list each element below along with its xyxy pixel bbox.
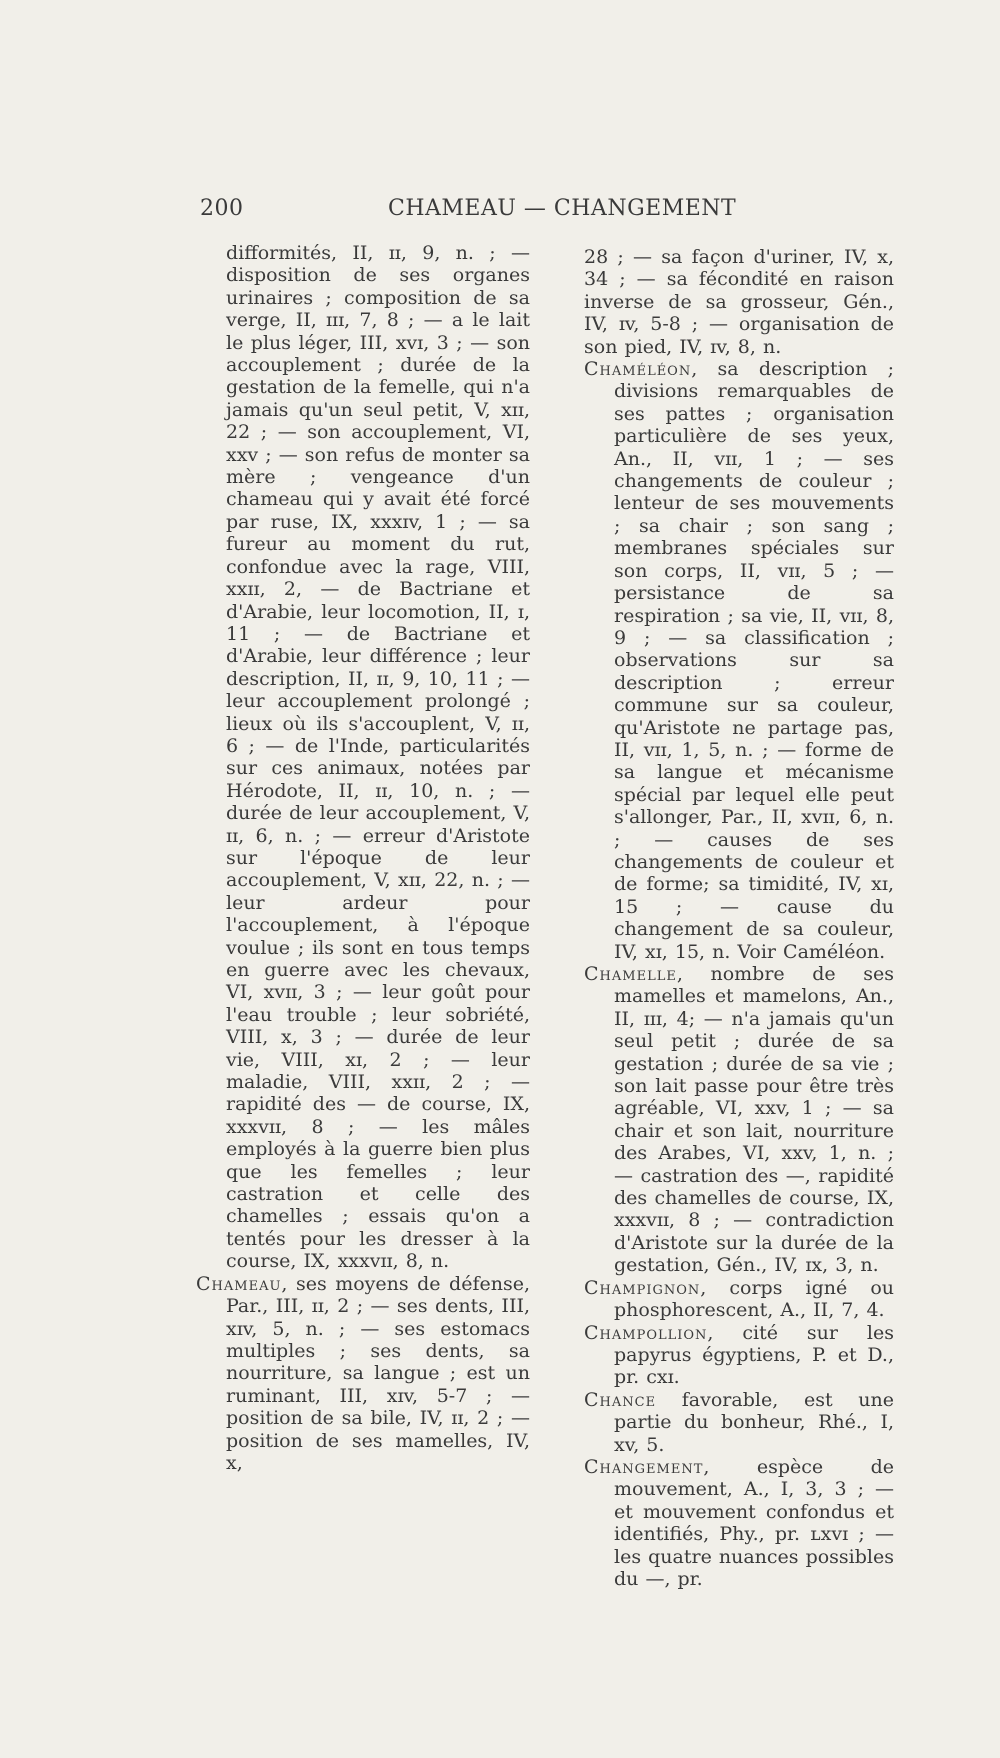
entry-text: , nombre de ses mamelles et mamelons, An., II, ɪɪɪ, 4; — n'a jamais qu'un seul petit ; durée de sa gestation ; durée de sa vie ; son lait passe pour être très agréable, VI, xxv, 1 ; — sa chair et son lait, nourriture des Arabes, VI, xxv, 1, n. ; — castration des —, rapidité des chamelles de course, IX, xxxvɪɪ, 8 ; — contradiction d'Aristote sur la durée de la gestation, Gén., IV, ɪx, 3, n.	[614, 963, 894, 1277]
entry-headword: Chance	[584, 1388, 657, 1411]
right-column	[584, 246, 894, 1590]
index-entry	[584, 963, 894, 1277]
entry-headword: Changement	[584, 1455, 704, 1478]
running-head: CHAMEAU — CHANGEMENT	[388, 196, 737, 221]
entry-headword: Chamelle	[584, 963, 677, 985]
entry-headword: Champollion	[584, 1321, 708, 1344]
entry-headword: Chameau	[196, 1272, 282, 1295]
index-entry	[584, 358, 894, 963]
entry-text: , cité sur les papyrus égyptiens, P. et D., pr. cxɪ.	[614, 1321, 894, 1389]
entry-continuation: 28 ; — sa façon d'uriner, IV, x, 34 ; — sa fécondité en raison inverse de sa grosseur, Gén., IV, ɪv, 5-8 ; — organisation de son pied, IV, ɪv, 8, n.	[584, 246, 894, 358]
index-entry	[584, 1277, 894, 1322]
entry-text: , espèce de mouvement, A., I, 3, 3 ; — et mouvement confondus et identifiés, Phy., pr. ʟxvɪ ; — les quatre nuances possibles du —, pr.	[614, 1455, 894, 1590]
entry-headword: Champignon	[584, 1276, 701, 1299]
index-entry	[584, 1456, 894, 1590]
index-entry	[196, 1273, 530, 1475]
page-header	[200, 196, 800, 226]
entry-text: favorable, est une partie du bonheur, Rhé., I, xv, 5.	[614, 1388, 894, 1456]
entry-text: , ses moyens de défense, Par., III, ɪɪ, 2 ; — ses dents, III, xɪv, 5, n. ; — ses estomacs multiples ; ses dents, sa nourriture, sa langue ; est un ruminant, III, xɪv, 5-7 ; — position de sa bile, IV, ɪɪ, 2 ; — position de ses mamelles, IV, x,	[226, 1272, 530, 1474]
page-number: 200	[200, 196, 244, 221]
entry-text: , corps igné ou phosphorescent, A., II, 7, 4.	[614, 1276, 894, 1322]
entry-continuation: difformités, II, ɪɪ, 9, n. ; — disposition de ses organes urinaires ; composition de sa verge, II, ɪɪɪ, 7, 8 ; — a le lait le plus léger, III, xvɪ, 3 ; — son accouplement ; durée de la gestation de la femelle, qui n'a jamais qu'un seul petit, V, xɪɪ, 22 ; — son accouplement, VI, xxv ; — son refus de monter sa mère ; vengeance d'un chameau qui y avait été forcé par ruse, IX, xxxɪv, 1 ; — sa fureur au moment du rut, confondue avec la rage, VIII, xxɪɪ, 2, — de Bactriane et d'Arabie, leur locomotion, II, ɪ, 11 ; — de Bactriane et d'Arabie, leur différence ; leur description, II, ɪɪ, 9, 10, 11 ; — leur accouplement prolongé ; lieux où ils s'accouplent, V, ɪɪ, 6 ; — de l'Inde, particularités sur ces animaux, notées par Hérodote, II, ɪɪ, 10, n. ; — durée de leur accouplement, V, ɪɪ, 6, n. ; — erreur d'Aristote sur l'époque de leur accouplement, V, xɪɪ, 22, n. ; — leur ardeur pour l'accouplement, à l'époque voulue ; ils sont en tous temps en guerre avec les chevaux, VI, xvɪɪ, 3 ; — leur goût pour l'eau trouble ; leur sobriété, VIII, x, 3 ; — durée de leur vie, VIII, xɪ, 2 ; — leur maladie, VIII, xxɪɪ, 2 ; — rapidité des — de course, IX, xxxvɪɪ, 8 ; — les mâles employés à la guerre bien plus que les femelles ; leur castration et celle des chamelles ; essais qu'on a tentés pour les dresser à la course, IX, xxxvɪɪ, 8, n.	[226, 242, 530, 1273]
left-column	[196, 242, 530, 1474]
index-entry	[584, 1322, 894, 1389]
entry-text: , sa description ; divisions remarquables de ses pattes ; organisation particulière de ses yeux, An., II, vɪɪ, 1 ; — ses changements de couleur ; lenteur de ses mouvements ; sa chair ; son sang ; membranes spéciales sur son corps, II, vɪɪ, 5 ; — persistance de sa respiration ; sa vie, II, vɪɪ, 8, 9 ; — sa classification ; observations sur sa description ; erreur commune sur sa couleur, qu'Aristote ne partage pas, II, vɪɪ, 1, 5, n. ; — forme de sa langue et mécanisme spécial par lequel elle peut s'allonger, Par., II, xvɪɪ, 6, n. ; — causes de ses changements de couleur et de forme; sa timidité, IV, xɪ, 15 ; — cause du changement de sa couleur, IV, xɪ, 15, n. Voir Caméléon.	[614, 358, 894, 963]
entry-headword: Chaméléon	[584, 358, 692, 381]
index-entry	[584, 1389, 894, 1456]
